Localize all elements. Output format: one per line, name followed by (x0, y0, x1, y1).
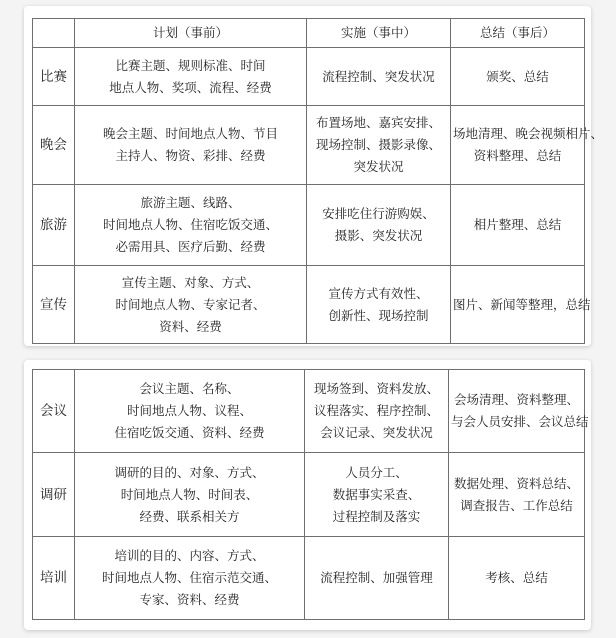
row-category: 晚会 (33, 106, 75, 185)
cell-line: 专家、资料、经费 (139, 592, 240, 607)
cell-line: 颁奖、总结 (486, 68, 549, 84)
cell-line: 布置场地、嘉宾安排、 (315, 115, 441, 130)
row-category: 旅游 (33, 185, 75, 266)
plan-cell (75, 370, 305, 453)
cell-line: 地点人物、奖项、流程、经费 (109, 79, 272, 95)
cell-line: 宣传方式有效性、 (328, 285, 429, 301)
summary-cell (451, 266, 591, 344)
cell-line: 时间地点人物、时间表、 (120, 486, 259, 502)
cell-line: 相片整理、总结 (473, 217, 562, 232)
cell-line: 时间地点人物、住宿吃饭交通、 (102, 217, 278, 232)
planning-table-1 (32, 18, 604, 344)
cell-line: 培训的目的、内容、方式、 (114, 548, 265, 563)
execute-cell (305, 370, 449, 453)
row-category: 会议 (33, 370, 75, 453)
plan-cell (75, 106, 307, 185)
table-card-2 (24, 360, 591, 630)
cell-line: 调研的目的、对象、方式、 (114, 464, 265, 480)
table-row (33, 266, 585, 344)
row-category: 比赛 (33, 48, 75, 106)
cell-line: 旅游主题、线路、 (140, 195, 241, 210)
planning-table-2 (32, 369, 589, 620)
table-row (33, 453, 585, 537)
cell-line: 过程控制及落实 (332, 508, 421, 524)
row-category: 培训 (33, 537, 75, 620)
cell-line: 现场签到、资料发放、 (313, 381, 439, 396)
summary-cell (449, 370, 589, 453)
header-plan: 计划（事前） (75, 19, 307, 48)
cell-line: 时间地点人物、专家记者、 (115, 296, 266, 312)
cell-line: 数据处理、资料总结、 (453, 475, 579, 491)
cell-line: 议程落实、程序控制、 (313, 403, 439, 418)
table-row (33, 185, 585, 266)
header-execute: 实施（事中） (307, 19, 451, 48)
cell-line: 流程控制、加强管理 (320, 570, 433, 585)
cell-line: 摄影、突发状况 (334, 228, 423, 243)
cell-line: 会议主题、名称、 (139, 381, 240, 396)
cell-line: 会场清理、资料整理、 (453, 392, 579, 407)
cell-line: 考核、总结 (485, 570, 548, 585)
table-row (33, 106, 585, 185)
summary-cell (449, 537, 585, 620)
cell-line: 时间地点人物、住宿示范交通、 (101, 570, 277, 585)
plan-cell (75, 537, 305, 620)
cell-line: 调查报告、工作总结 (460, 497, 573, 513)
plan-cell (75, 266, 307, 344)
header-summary: 总结（事后） (451, 19, 585, 48)
cell-line: 时间地点人物、议程、 (126, 403, 252, 418)
cell-line: 图片、新闻等整理，总结 (453, 296, 591, 312)
cell-line: 资料整理、总结 (473, 148, 562, 163)
cell-line: 场地清理、晚会视频相片、 (453, 126, 604, 141)
summary-cell (449, 453, 585, 537)
execute-cell (305, 537, 449, 620)
execute-cell (305, 453, 449, 537)
row-category: 调研 (33, 453, 75, 537)
cell-line: 数据事实采查、 (332, 486, 421, 502)
plan-cell (75, 185, 307, 266)
summary-cell (451, 106, 604, 185)
cell-line: 住宿吃饭交通、资料、经费 (114, 425, 265, 440)
cell-line: 会议记录、突发状况 (320, 425, 433, 440)
summary-cell (451, 185, 585, 266)
cell-line: 人员分工、 (345, 464, 408, 480)
cell-line: 必需用具、医疗后勤、经费 (115, 239, 266, 254)
table-card-1 (24, 6, 604, 346)
execute-cell (307, 266, 451, 344)
cell-line: 宣传主题、对象、方式、 (121, 274, 260, 290)
cell-line: 创新性、现场控制 (328, 307, 429, 323)
cell-line: 与会人员安排、会议总结 (451, 414, 589, 429)
cell-line: 安排吃住行游购娱、 (322, 206, 435, 221)
table-row (33, 537, 585, 620)
plan-cell (75, 453, 305, 537)
cell-line: 流程控制、突发状况 (322, 68, 435, 84)
cell-line: 主持人、物资、彩排、经费 (115, 148, 266, 163)
cell-line: 现场控制、摄影录像、 (315, 137, 441, 152)
cell-line: 经费、联系相关方 (139, 508, 240, 524)
cell-line: 资料、经费 (159, 318, 222, 334)
summary-cell (451, 48, 585, 106)
execute-cell (307, 185, 451, 266)
cell-line: 突发状况 (353, 159, 404, 174)
cell-line: 比赛主题、规则标准、时间 (115, 57, 266, 73)
execute-cell (307, 106, 451, 185)
table-row (33, 48, 585, 106)
table-row (33, 370, 585, 453)
header-empty-cell (33, 19, 75, 48)
row-category: 宣传 (33, 266, 75, 344)
cell-line: 晚会主题、时间地点人物、节目 (102, 126, 278, 141)
plan-cell (75, 48, 307, 106)
header-row (33, 19, 585, 48)
execute-cell (307, 48, 451, 106)
